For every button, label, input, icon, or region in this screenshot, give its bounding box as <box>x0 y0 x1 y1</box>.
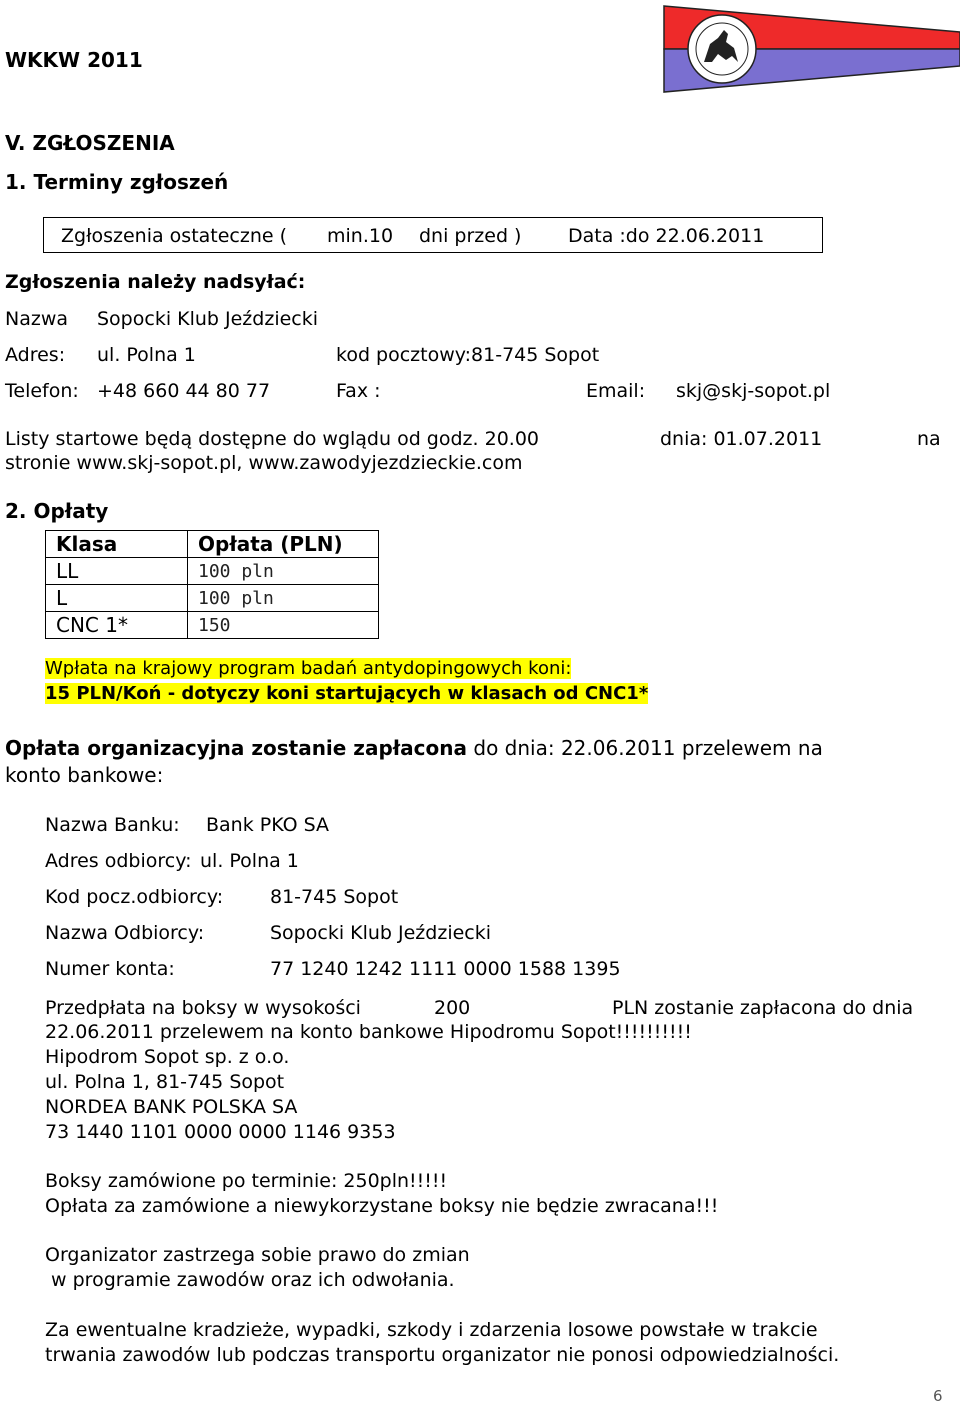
table-cell-fee: 100 pln <box>188 558 379 585</box>
table-cell-class: L <box>46 585 188 612</box>
payment-bold: Opłata organizacyjna zostanie zapłacona <box>5 736 468 760</box>
hipodrom-account: 73 1440 1101 0000 0000 1146 9353 <box>45 1121 396 1143</box>
box-prepay-text: Przedpłata na boksy w wysokości <box>45 997 361 1019</box>
table-row <box>46 612 379 639</box>
hipodrom-address: ul. Polna 1, 81-745 Sopot <box>45 1071 285 1093</box>
doping-notice-line1: Wpłata na krajowy program badań antydopingowych koni: <box>45 658 572 679</box>
organizer-note-line1: Organizator zastrzega sobie prawo do zmian <box>45 1244 470 1266</box>
deadline-days: min.10 <box>327 225 394 247</box>
hipodrom-name: Hipodrom Sopot sp. z o.o. <box>45 1046 290 1068</box>
table-header-row <box>46 531 379 558</box>
contact-phone-value: +48 660 44 80 77 <box>97 380 271 402</box>
payment-rest: do dnia: 22.06.2011 przelewem na <box>473 736 823 760</box>
table-cell-fee: 150 <box>188 612 379 639</box>
startlist-text: Listy startowe będą dostępne do wglądu od godz. 20.00 <box>5 428 539 450</box>
account-value: 77 1240 1242 1111 0000 1588 1395 <box>270 958 621 980</box>
contact-email-value[interactable]: skj@skj-sopot.pl <box>676 380 831 402</box>
recipient-name-value: Sopocki Klub Jeździecki <box>270 922 492 944</box>
box-prepay-line2: 22.06.2011 przelewem na konto bankowe Hipodromu Sopot!!!!!!!!!! <box>45 1021 692 1043</box>
payment-line2: konto bankowe: <box>5 763 164 787</box>
contact-postcode: kod pocztowy:81-745 Sopot <box>336 344 600 366</box>
contact-fax-label: Fax : <box>336 380 381 402</box>
deadline-box <box>43 217 823 253</box>
doping-notice-line2: 15 PLN/Koń - dotyczy koni startujących w klasach od CNC1* <box>45 683 649 704</box>
table-cell-fee: 100 pln <box>188 585 379 612</box>
deadline-label: Zgłoszenia ostateczne ( <box>61 225 288 247</box>
no-refund-notice: Opłata za zamówione a niewykorzystane boksy nie będzie zwracana!!! <box>45 1195 719 1217</box>
contact-name-value: Sopocki Klub Jeździecki <box>97 308 319 330</box>
deadline-days-after: dni przed ) <box>419 225 522 247</box>
section-title: V. ZGŁOSZENIA <box>5 131 175 155</box>
box-prepay-amount: 200 <box>434 997 471 1019</box>
contact-address-value: ul. Polna 1 <box>97 344 196 366</box>
startlist-websites[interactable]: stronie www.skj-sopot.pl, www.zawodyjezdzieckie.com <box>5 452 523 474</box>
liability-line2: trwania zawodów lub podczas transportu organizator nie ponosi odpowiedzialności. <box>45 1344 840 1366</box>
contact-name-label: Nazwa <box>5 308 69 330</box>
federation-logo <box>662 4 960 94</box>
bank-label: Nazwa Banku: <box>45 814 180 836</box>
late-boxes-notice: Boksy zamówione po terminie: 250pln!!!!! <box>45 1170 448 1192</box>
bank-value: Bank PKO SA <box>206 814 330 836</box>
subsection-deadlines: 1. Terminy zgłoszeń <box>5 170 229 194</box>
table-header-class: Klasa <box>46 531 188 558</box>
payment-line1 <box>5 736 823 760</box>
contact-email-label: Email: <box>586 380 646 402</box>
deadline-date: Data :do 22.06.2011 <box>568 225 765 247</box>
startlist-date: dnia: 01.07.2011 <box>660 428 823 450</box>
page-number: 6 <box>933 1387 943 1405</box>
contact-address-label: Adres: <box>5 344 66 366</box>
fee-table <box>45 530 379 639</box>
startlist-na: na <box>917 428 941 450</box>
table-row <box>46 585 379 612</box>
box-prepay-rest: PLN zostanie zapłacona do dnia <box>612 997 914 1019</box>
recipient-name-label: Nazwa Odbiorcy: <box>45 922 205 944</box>
organizer-note-line2: w programie zawodów oraz ich odwołania. <box>45 1269 455 1291</box>
table-cell-class: CNC 1* <box>46 612 188 639</box>
liability-line1: Za ewentualne kradzieże, wypadki, szkody i zdarzenia losowe powstałe w trakcie <box>45 1319 818 1341</box>
recipient-postcode-label: Kod pocz.odbiorcy: <box>45 886 224 908</box>
page-header-title: WKKW 2011 <box>5 48 143 72</box>
fees-title: 2. Opłaty <box>5 499 109 523</box>
send-to-heading: Zgłoszenia należy nadsyłać: <box>5 271 306 293</box>
account-label: Numer konta: <box>45 958 175 980</box>
contact-phone-label: Telefon: <box>5 380 79 402</box>
hipodrom-bank: NORDEA BANK POLSKA SA <box>45 1096 298 1118</box>
recipient-address-value: ul. Polna 1 <box>200 850 299 872</box>
recipient-postcode-value: 81-745 Sopot <box>270 886 399 908</box>
table-row <box>46 558 379 585</box>
table-cell-class: LL <box>46 558 188 585</box>
recipient-address-label: Adres odbiorcy: <box>45 850 192 872</box>
table-header-fee: Opłata (PLN) <box>188 531 379 558</box>
